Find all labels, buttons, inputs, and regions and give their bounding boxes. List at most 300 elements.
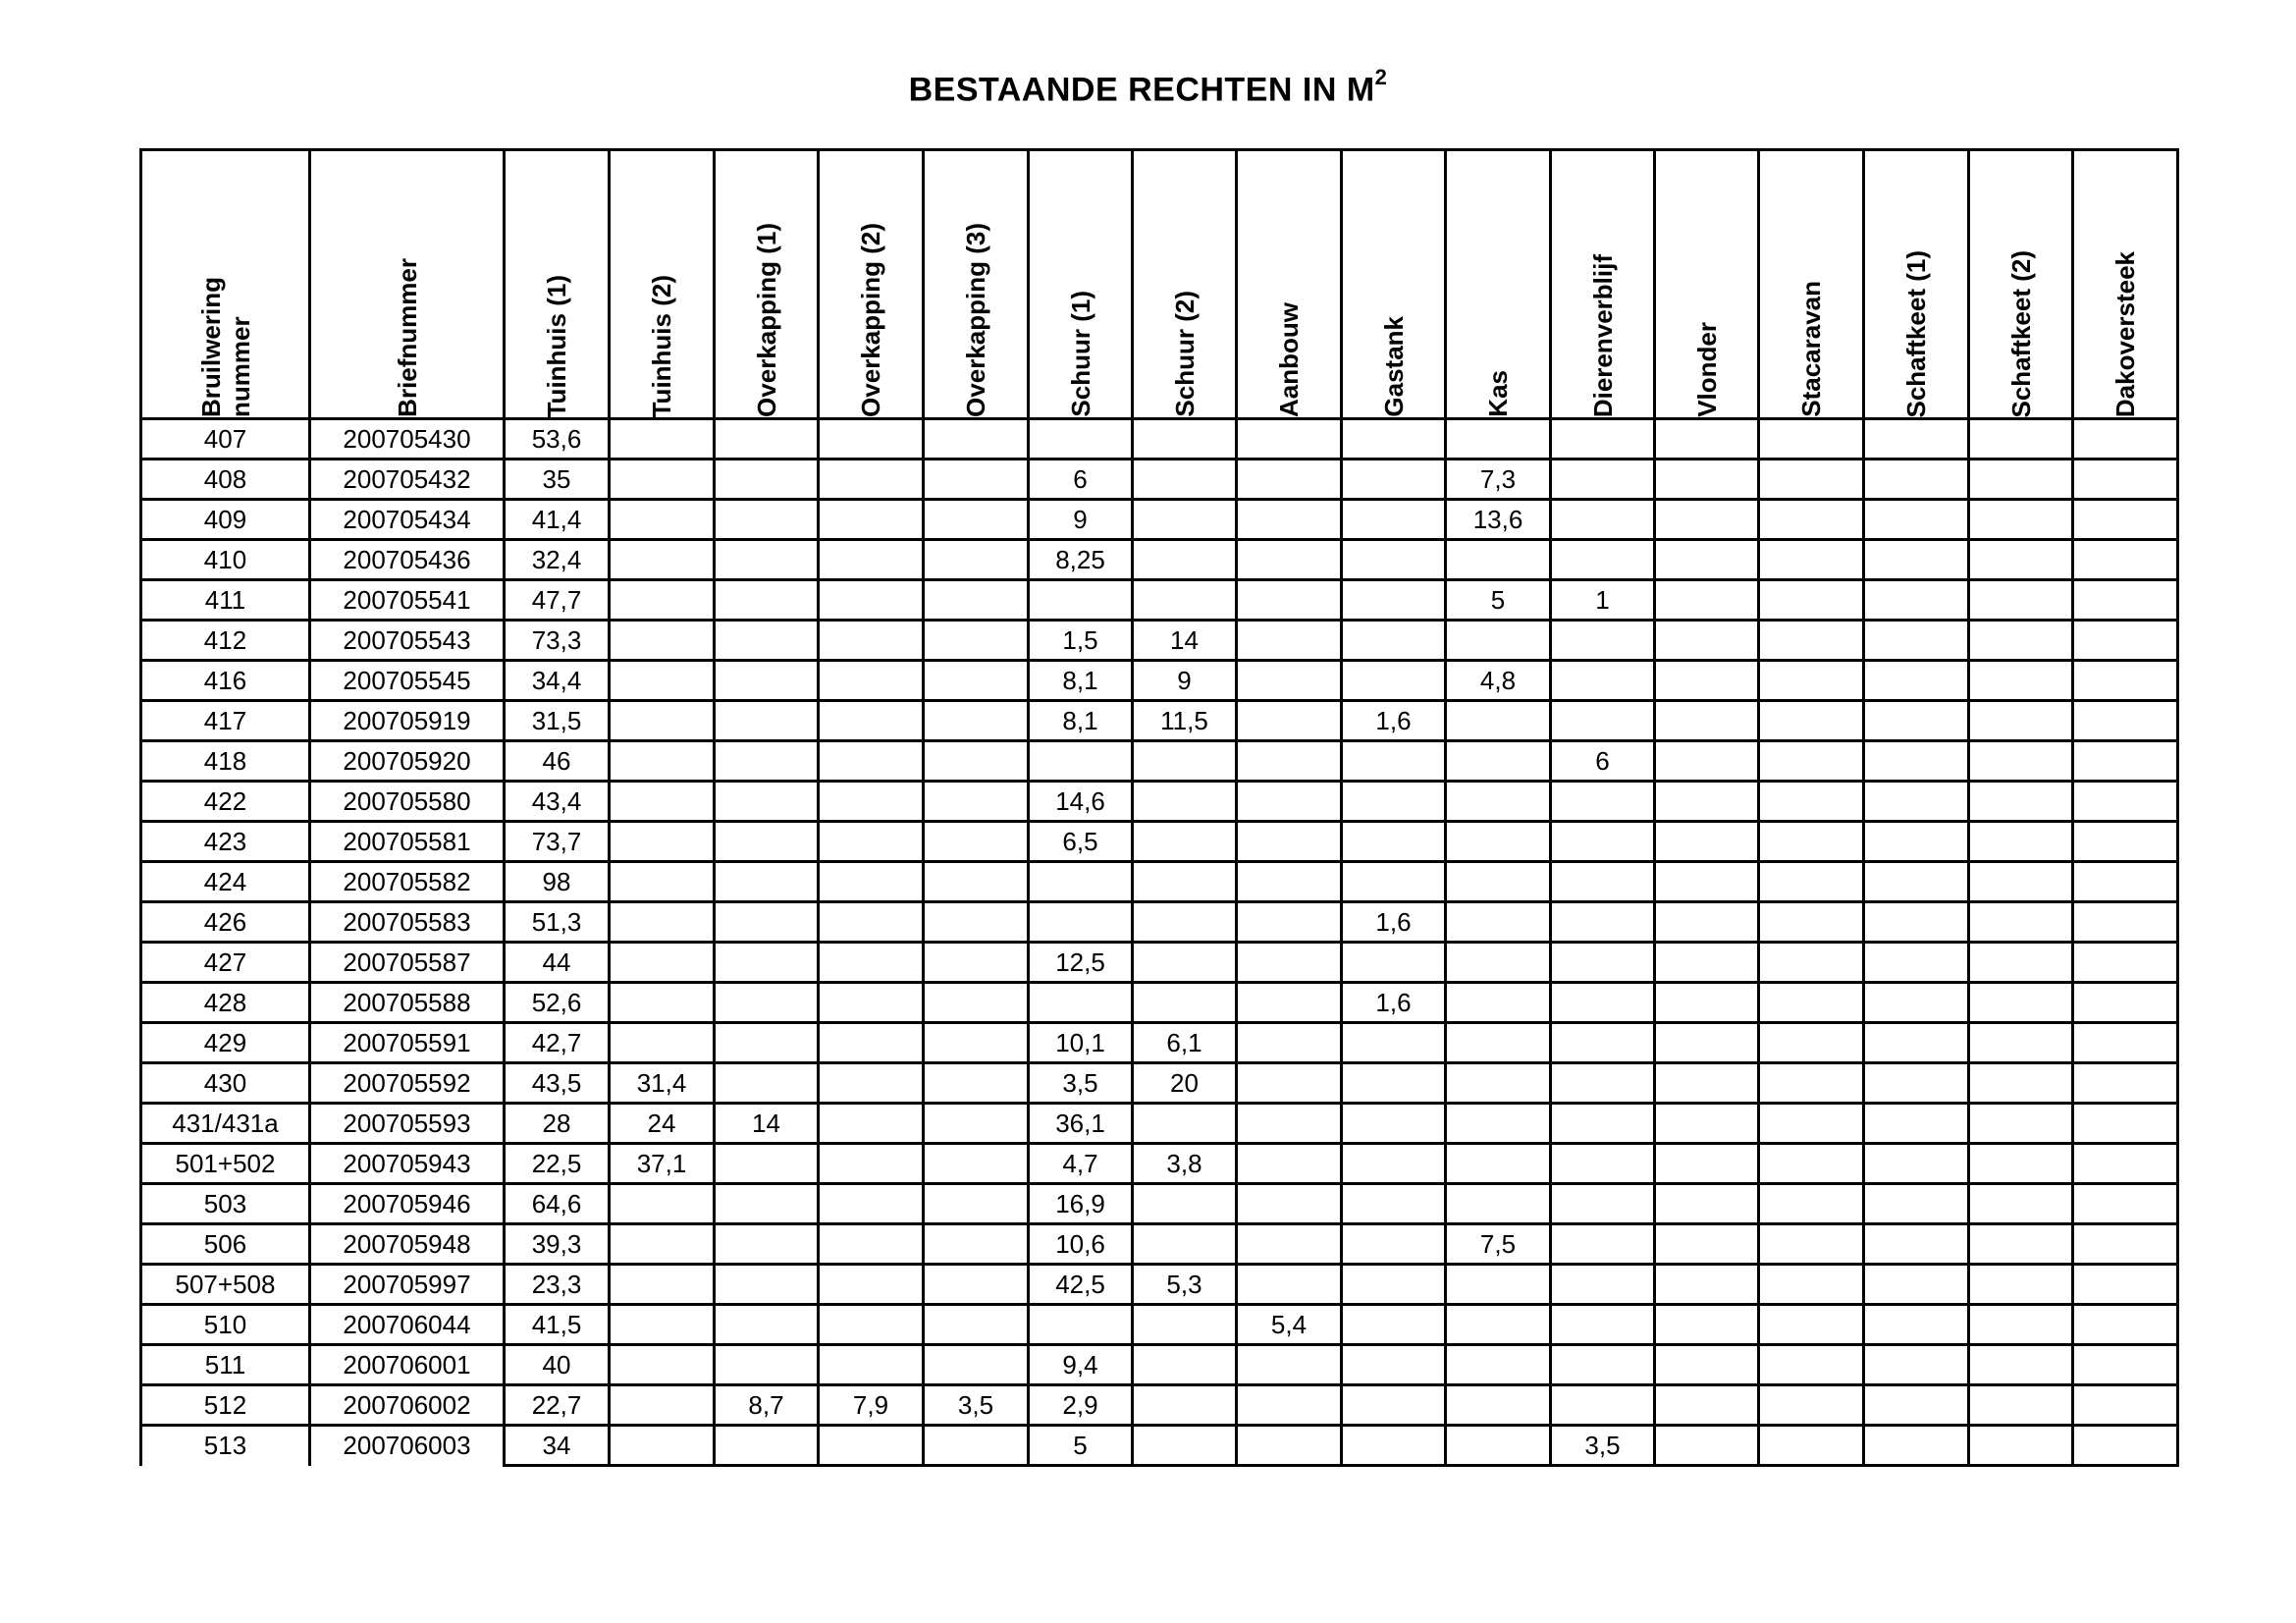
table-cell	[924, 1305, 1029, 1345]
table-cell	[924, 701, 1029, 741]
column-header	[715, 150, 819, 419]
table-cell	[819, 621, 924, 661]
table-cell	[1237, 862, 1342, 902]
table-cell	[1133, 1104, 1237, 1144]
table-cell	[715, 419, 819, 460]
column-header	[610, 150, 715, 419]
table-cell	[924, 741, 1029, 782]
table-cell	[924, 661, 1029, 701]
table-row	[141, 1063, 2178, 1104]
table-cell	[1446, 1345, 1551, 1385]
table-cell	[1342, 1144, 1446, 1184]
table-cell	[1969, 983, 2073, 1023]
table-cell: 200705430	[310, 419, 505, 460]
table-cell	[1237, 701, 1342, 741]
table-cell	[1759, 661, 1864, 701]
table-cell	[1237, 943, 1342, 983]
table-cell	[2073, 1184, 2178, 1224]
table-row	[141, 902, 2178, 943]
table-cell	[1655, 460, 1759, 500]
table-cell	[1655, 580, 1759, 621]
table-cell: 422	[141, 782, 310, 822]
table-cell	[924, 782, 1029, 822]
column-header-label: Overkapping (2)	[856, 223, 885, 417]
table-cell	[1759, 419, 1864, 460]
table-cell: 410	[141, 540, 310, 580]
column-header	[1655, 150, 1759, 419]
table-cell	[1655, 983, 1759, 1023]
table-cell: 200705592	[310, 1063, 505, 1104]
table-cell	[2073, 1345, 2178, 1385]
table-cell	[1133, 1345, 1237, 1385]
table-cell: 200705997	[310, 1265, 505, 1305]
table-cell	[819, 1063, 924, 1104]
table-cell	[610, 419, 715, 460]
table-cell	[1446, 943, 1551, 983]
table-cell	[715, 1144, 819, 1184]
table-cell: 37,1	[610, 1144, 715, 1184]
table-cell	[715, 540, 819, 580]
table-cell: 3,8	[1133, 1144, 1237, 1184]
table-cell	[1342, 782, 1446, 822]
table-cell	[819, 943, 924, 983]
table-cell	[715, 902, 819, 943]
table-cell	[1864, 1104, 1969, 1144]
table-cell: 47,7	[505, 580, 610, 621]
table-cell	[1759, 741, 1864, 782]
table-cell	[1655, 902, 1759, 943]
table-cell: 511	[141, 1345, 310, 1385]
table-row	[141, 741, 2178, 782]
table-cell	[1133, 983, 1237, 1023]
table-cell	[1969, 1305, 2073, 1345]
table-cell	[1446, 822, 1551, 862]
table-cell	[924, 822, 1029, 862]
table-cell	[819, 580, 924, 621]
table-cell	[819, 902, 924, 943]
table-cell	[2073, 419, 2178, 460]
table-cell	[819, 460, 924, 500]
table-cell	[1655, 621, 1759, 661]
table-cell: 200706044	[310, 1305, 505, 1345]
table-cell: 1	[1551, 580, 1655, 621]
table-cell	[715, 782, 819, 822]
table-cell: 6,5	[1029, 822, 1133, 862]
table-cell	[1133, 540, 1237, 580]
table-cell	[610, 1023, 715, 1063]
table-cell	[610, 1224, 715, 1265]
column-header	[310, 150, 505, 419]
table-cell: 14	[1133, 621, 1237, 661]
table-cell: 8,1	[1029, 661, 1133, 701]
table-cell	[1342, 1104, 1446, 1144]
table-cell: 429	[141, 1023, 310, 1063]
table-cell	[1759, 500, 1864, 540]
table-cell: 424	[141, 862, 310, 902]
column-header-label: Schaftkeet (1)	[1901, 249, 1931, 417]
table-cell	[2073, 540, 2178, 580]
table-cell	[1551, 1184, 1655, 1224]
table-row	[141, 1023, 2178, 1063]
table-cell	[610, 1184, 715, 1224]
table-cell: 4,8	[1446, 661, 1551, 701]
table-cell	[1237, 983, 1342, 1023]
table-cell	[1342, 741, 1446, 782]
table-row	[141, 500, 2178, 540]
table-cell	[1655, 1426, 1759, 1466]
table-cell: 506	[141, 1224, 310, 1265]
table-cell	[2073, 741, 2178, 782]
table-row	[141, 621, 2178, 661]
table-cell: 20	[1133, 1063, 1237, 1104]
table-cell: 7,5	[1446, 1224, 1551, 1265]
table-cell: 43,4	[505, 782, 610, 822]
table-cell	[819, 500, 924, 540]
table-cell	[610, 1305, 715, 1345]
table-cell	[1133, 1184, 1237, 1224]
table-cell	[1759, 1305, 1864, 1345]
table-cell	[924, 943, 1029, 983]
table-cell: 34,4	[505, 661, 610, 701]
table-cell	[1655, 419, 1759, 460]
table-cell	[1759, 1184, 1864, 1224]
table-cell	[1342, 419, 1446, 460]
table-cell	[1655, 540, 1759, 580]
table-cell	[715, 1426, 819, 1466]
table-cell: 200705587	[310, 943, 505, 983]
table-cell	[1237, 1144, 1342, 1184]
table-cell	[1342, 580, 1446, 621]
column-header	[1864, 150, 1969, 419]
table-cell	[1655, 862, 1759, 902]
table-cell	[2073, 1144, 2178, 1184]
table-cell: 200705545	[310, 661, 505, 701]
table-cell: 22,5	[505, 1144, 610, 1184]
table-cell: 52,6	[505, 983, 610, 1023]
table-cell: 28	[505, 1104, 610, 1144]
table-cell	[1969, 822, 2073, 862]
table-cell	[819, 1184, 924, 1224]
table-cell	[1551, 701, 1655, 741]
column-header-label: Overkapping (1)	[751, 223, 781, 417]
table-cell	[1969, 580, 2073, 621]
table-cell	[1759, 580, 1864, 621]
table-cell	[1969, 419, 2073, 460]
table-cell	[610, 1385, 715, 1426]
table-cell	[715, 701, 819, 741]
table-cell	[610, 782, 715, 822]
table-cell: 6	[1551, 741, 1655, 782]
table-cell	[1759, 902, 1864, 943]
table-cell	[1446, 419, 1551, 460]
table-cell	[1237, 1104, 1342, 1144]
table-cell: 8,25	[1029, 540, 1133, 580]
column-header	[1969, 150, 2073, 419]
table-cell	[1133, 862, 1237, 902]
column-header-label: Schuur (1)	[1065, 291, 1095, 417]
table-cell	[2073, 862, 2178, 902]
table-cell	[924, 1104, 1029, 1144]
table-cell	[1969, 741, 2073, 782]
table-cell	[610, 1345, 715, 1385]
table-cell: 8,1	[1029, 701, 1133, 741]
table-cell: 8,7	[715, 1385, 819, 1426]
table-cell: 9,4	[1029, 1345, 1133, 1385]
table-cell: 418	[141, 741, 310, 782]
table-cell	[2073, 1224, 2178, 1265]
column-header-label: Tuinhuis (2)	[647, 274, 676, 417]
table-cell	[1864, 1426, 1969, 1466]
table-cell	[1237, 500, 1342, 540]
table-cell: 43,5	[505, 1063, 610, 1104]
table-cell: 31,5	[505, 701, 610, 741]
table-cell	[1864, 1345, 1969, 1385]
table-row	[141, 1184, 2178, 1224]
table-cell	[1864, 661, 1969, 701]
table-cell: 426	[141, 902, 310, 943]
table-row	[141, 1345, 2178, 1385]
table-cell	[1446, 862, 1551, 902]
table-cell: 41,4	[505, 500, 610, 540]
table-cell	[1864, 701, 1969, 741]
table-cell	[924, 1144, 1029, 1184]
table-cell	[1237, 741, 1342, 782]
table-cell: 200705434	[310, 500, 505, 540]
table-cell	[1133, 902, 1237, 943]
table-cell: 98	[505, 862, 610, 902]
table-cell	[2073, 1063, 2178, 1104]
table-cell: 53,6	[505, 419, 610, 460]
column-header-label: Schuur (2)	[1169, 291, 1200, 417]
table-cell: 1,6	[1342, 902, 1446, 943]
table-row	[141, 701, 2178, 741]
table-cell	[1446, 1426, 1551, 1466]
table-cell: 428	[141, 983, 310, 1023]
table-cell	[1551, 1104, 1655, 1144]
table-cell: 9	[1133, 661, 1237, 701]
table-cell	[1446, 1023, 1551, 1063]
table-cell	[1864, 540, 1969, 580]
table-cell	[819, 1104, 924, 1144]
table-cell	[715, 580, 819, 621]
table-cell	[1551, 1144, 1655, 1184]
table-cell	[2073, 822, 2178, 862]
table-cell	[1237, 540, 1342, 580]
table-cell: 11,5	[1133, 701, 1237, 741]
table-cell	[924, 983, 1029, 1023]
table-cell	[1551, 1063, 1655, 1104]
table-cell	[1969, 1104, 2073, 1144]
table-cell	[1446, 701, 1551, 741]
table-cell	[1029, 580, 1133, 621]
table-cell	[1446, 1184, 1551, 1224]
table-cell: 1,6	[1342, 701, 1446, 741]
table-cell	[1133, 580, 1237, 621]
table-cell	[1551, 1385, 1655, 1426]
table-cell	[1342, 943, 1446, 983]
column-header	[505, 150, 610, 419]
table-cell: 22,7	[505, 1385, 610, 1426]
table-cell	[1969, 661, 2073, 701]
column-header-label: Dierenverblijf	[1587, 253, 1618, 417]
table-cell	[1864, 822, 1969, 862]
table-row	[141, 1265, 2178, 1305]
table-cell	[1446, 983, 1551, 1023]
table-cell: 200705593	[310, 1104, 505, 1144]
table-cell	[1759, 1265, 1864, 1305]
table-cell	[1864, 1385, 1969, 1426]
table-cell	[1446, 540, 1551, 580]
table-cell: 200705541	[310, 580, 505, 621]
table-cell	[1342, 1184, 1446, 1224]
table-cell	[715, 500, 819, 540]
table-cell	[1237, 782, 1342, 822]
column-header	[1133, 150, 1237, 419]
table-cell: 40	[505, 1345, 610, 1385]
column-header-label: Bruilwering nummer	[195, 276, 255, 417]
table-cell	[1342, 1023, 1446, 1063]
table-cell	[1759, 621, 1864, 661]
table-row	[141, 1385, 2178, 1426]
table-cell	[1133, 943, 1237, 983]
table-cell	[1342, 1345, 1446, 1385]
table-cell: 16,9	[1029, 1184, 1133, 1224]
table-row	[141, 983, 2178, 1023]
table-cell	[819, 862, 924, 902]
table-cell	[1133, 460, 1237, 500]
column-header	[1029, 150, 1133, 419]
table-cell: 2,9	[1029, 1385, 1133, 1426]
table-cell	[1655, 661, 1759, 701]
table-cell	[1655, 822, 1759, 862]
table-cell: 3,5	[1029, 1063, 1133, 1104]
table-cell	[1446, 1305, 1551, 1345]
table-cell: 200705543	[310, 621, 505, 661]
table-cell	[819, 540, 924, 580]
table-row	[141, 862, 2178, 902]
table-cell: 3,5	[924, 1385, 1029, 1426]
table-cell	[1551, 500, 1655, 540]
table-cell	[1342, 822, 1446, 862]
table-cell	[924, 621, 1029, 661]
table-cell	[1969, 1063, 2073, 1104]
table-cell	[1969, 1345, 2073, 1385]
table-cell: 200706002	[310, 1385, 505, 1426]
table-cell	[2073, 1023, 2178, 1063]
table-cell	[1551, 1305, 1655, 1345]
table-cell	[924, 862, 1029, 902]
table-cell: 431/431a	[141, 1104, 310, 1144]
table-cell	[1864, 1184, 1969, 1224]
table-cell	[1133, 741, 1237, 782]
table-cell	[1446, 902, 1551, 943]
table-cell: 1,6	[1342, 983, 1446, 1023]
table-cell	[1237, 1265, 1342, 1305]
table-cell	[610, 580, 715, 621]
table-cell	[1551, 822, 1655, 862]
table-cell	[1864, 500, 1969, 540]
table-cell: 6,1	[1133, 1023, 1237, 1063]
table-cell	[1864, 460, 1969, 500]
table-cell: 408	[141, 460, 310, 500]
table-cell	[1759, 862, 1864, 902]
table-cell	[819, 1224, 924, 1265]
table-cell: 23,3	[505, 1265, 610, 1305]
column-header-label: Schaftkeet (2)	[2005, 249, 2036, 417]
table-cell	[1969, 701, 2073, 741]
table-cell: 200705588	[310, 983, 505, 1023]
table-cell: 24	[610, 1104, 715, 1144]
table-cell	[1342, 862, 1446, 902]
table-cell	[924, 419, 1029, 460]
table-cell	[1759, 943, 1864, 983]
table-cell	[715, 1265, 819, 1305]
column-header	[2073, 150, 2178, 419]
table-cell	[1342, 1265, 1446, 1305]
table-cell: 13,6	[1446, 500, 1551, 540]
table-cell	[1759, 701, 1864, 741]
table-cell	[2073, 782, 2178, 822]
table-row	[141, 1144, 2178, 1184]
table-row	[141, 943, 2178, 983]
table-cell	[924, 1184, 1029, 1224]
table-cell: 14	[715, 1104, 819, 1144]
table-cell	[1759, 1104, 1864, 1144]
table-cell: 5,3	[1133, 1265, 1237, 1305]
table-cell: 411	[141, 580, 310, 621]
table-cell: 200705580	[310, 782, 505, 822]
table-cell	[1446, 1265, 1551, 1305]
table-cell	[1759, 460, 1864, 500]
table-cell: 31,4	[610, 1063, 715, 1104]
table-row	[141, 580, 2178, 621]
table-cell	[1237, 822, 1342, 862]
table-cell	[1551, 943, 1655, 983]
table-cell	[1551, 902, 1655, 943]
table-cell: 200705436	[310, 540, 505, 580]
column-header-label: Dakoversteek	[2110, 250, 2140, 417]
table-cell	[1237, 1345, 1342, 1385]
table-cell	[1969, 862, 2073, 902]
table-cell: 73,3	[505, 621, 610, 661]
table-cell	[924, 460, 1029, 500]
table-cell	[1237, 661, 1342, 701]
table-cell	[1969, 1184, 2073, 1224]
table-cell	[610, 500, 715, 540]
table-cell	[2073, 460, 2178, 500]
table-cell	[610, 902, 715, 943]
table-row	[141, 540, 2178, 580]
table-cell	[1342, 1224, 1446, 1265]
table-cell	[1342, 1305, 1446, 1345]
table-cell	[1237, 621, 1342, 661]
header-row	[141, 150, 2178, 419]
table-cell: 200705948	[310, 1224, 505, 1265]
table-cell	[1342, 1426, 1446, 1466]
table-cell: 200706003	[310, 1426, 505, 1466]
table-cell	[1655, 500, 1759, 540]
table-cell	[715, 1184, 819, 1224]
table-cell	[715, 1023, 819, 1063]
table-cell	[1133, 1426, 1237, 1466]
table-cell	[610, 1426, 715, 1466]
table-cell	[1446, 782, 1551, 822]
table-cell	[924, 1063, 1029, 1104]
column-header	[1342, 150, 1446, 419]
table-cell	[1969, 902, 2073, 943]
table-cell	[2073, 983, 2178, 1023]
table-cell	[715, 1063, 819, 1104]
